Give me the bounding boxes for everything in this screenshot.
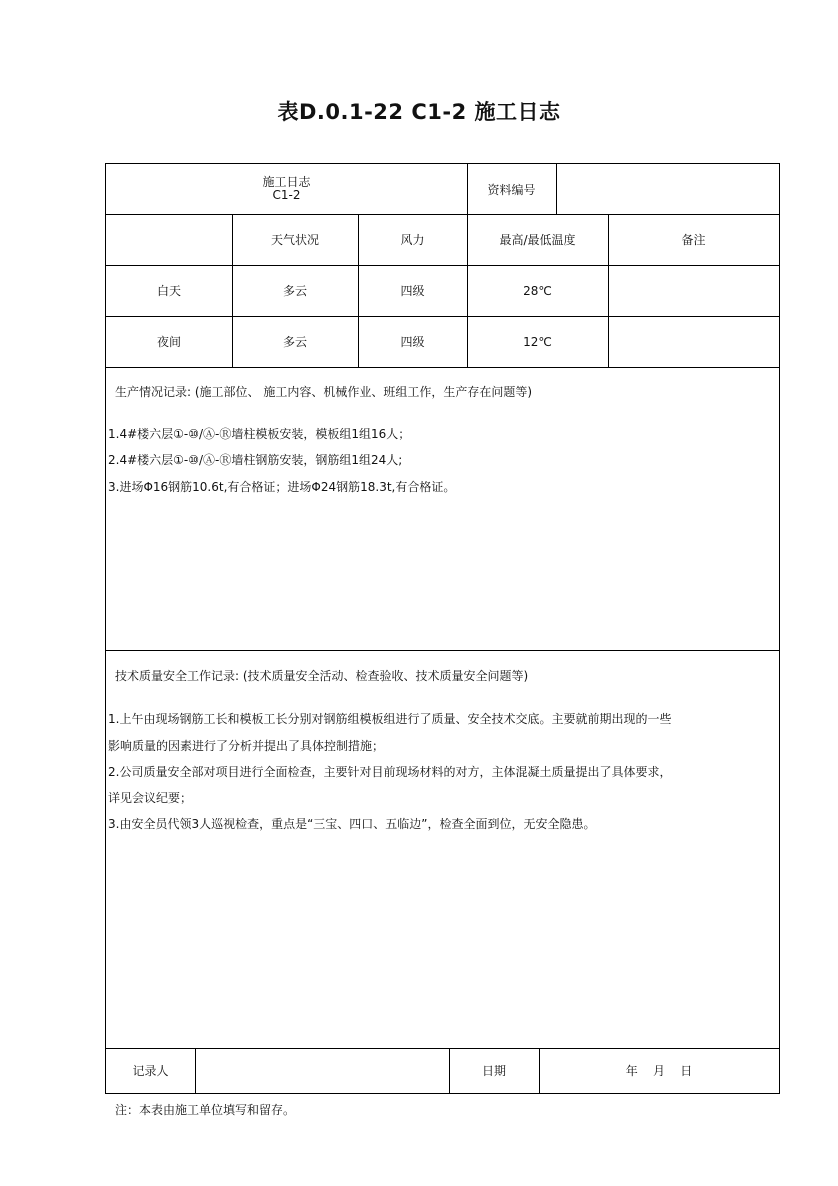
production-line-1: 1.4#楼六层①-⑩/Ⓐ-Ⓡ墙柱模板安装，模板组1组16人； (108, 427, 411, 441)
quality-title: 技术质量安全工作记录: (技术质量安全活动、检查验收、技术质量安全问题等) (115, 669, 529, 683)
day-temp[interactable]: 28℃ (523, 283, 552, 298)
construction-log-form (105, 163, 780, 1094)
form-code: C1-2 (272, 188, 301, 202)
weather-col-wind: 风力 (400, 233, 425, 247)
production-title: 生产情况记录: (施工部位、 施工内容、机械作业、班组工作，生产存在问题等) (115, 385, 533, 399)
form-name: 施工日志 (262, 175, 311, 189)
weather-col-condition: 天气状况 (270, 233, 319, 247)
date-label: 日期 (481, 1064, 506, 1078)
day-wind[interactable]: 四级 (400, 284, 425, 298)
night-label: 夜间 (156, 335, 181, 349)
night-wind[interactable]: 四级 (400, 335, 425, 349)
quality-line-3: 2.公司质量安全部对项目进行全面检查，主要针对目前现场材料的对方，主体混凝土质量提出了具体要求， (108, 765, 672, 779)
form-name-cell (106, 164, 467, 214)
night-condition[interactable]: 多云 (282, 335, 307, 349)
quality-line-1: 1.上午由现场钢筋工长和模板工长分别对钢筋组模板组进行了质量、安全技术交底。主要就前期出现的一些 (108, 712, 672, 726)
form-note: 注：本表由施工单位填写和留存。 (115, 1103, 296, 1117)
row-divider (106, 650, 779, 651)
quality-line-5: 3.由安全员代领3人巡视检查，重点是“三宝、四口、五临边”，检查全面到位，无安全隐患。 (108, 817, 596, 831)
night-temp[interactable]: 12℃ (523, 334, 552, 349)
doc-no-label: 资料编号 (487, 182, 536, 197)
row-divider (106, 367, 779, 368)
day-remark[interactable] (608, 265, 779, 316)
night-remark[interactable] (608, 316, 779, 367)
weather-col-remark: 备注 (681, 233, 706, 247)
day-condition[interactable]: 多云 (282, 284, 307, 298)
recorder-field[interactable] (195, 1048, 449, 1093)
weather-col-blank (106, 214, 232, 265)
recorder-label: 记录人 (132, 1064, 169, 1078)
weather-col-temp: 最高/最低温度 (499, 233, 576, 247)
day-label: 白天 (156, 284, 181, 298)
production-line-2: 2.4#楼六层①-⑩/Ⓐ-Ⓡ墙柱钢筋安装，钢筋组1组24人; (108, 453, 403, 467)
production-line-3: 3.进场Φ16钢筋10.6t,有合格证；进场Φ24钢筋18.3t,有合格证。 (108, 480, 456, 494)
quality-line-4: 详见会议纪要； (108, 791, 193, 805)
doc-no-field[interactable] (556, 164, 779, 214)
date-field[interactable]: 年 月 日 (625, 1064, 693, 1078)
page-title: 表D.0.1-22 C1-2 施工日志 (277, 100, 561, 124)
quality-line-2: 影响质量的因素进行了分析并提出了具体控制措施； (108, 739, 385, 753)
